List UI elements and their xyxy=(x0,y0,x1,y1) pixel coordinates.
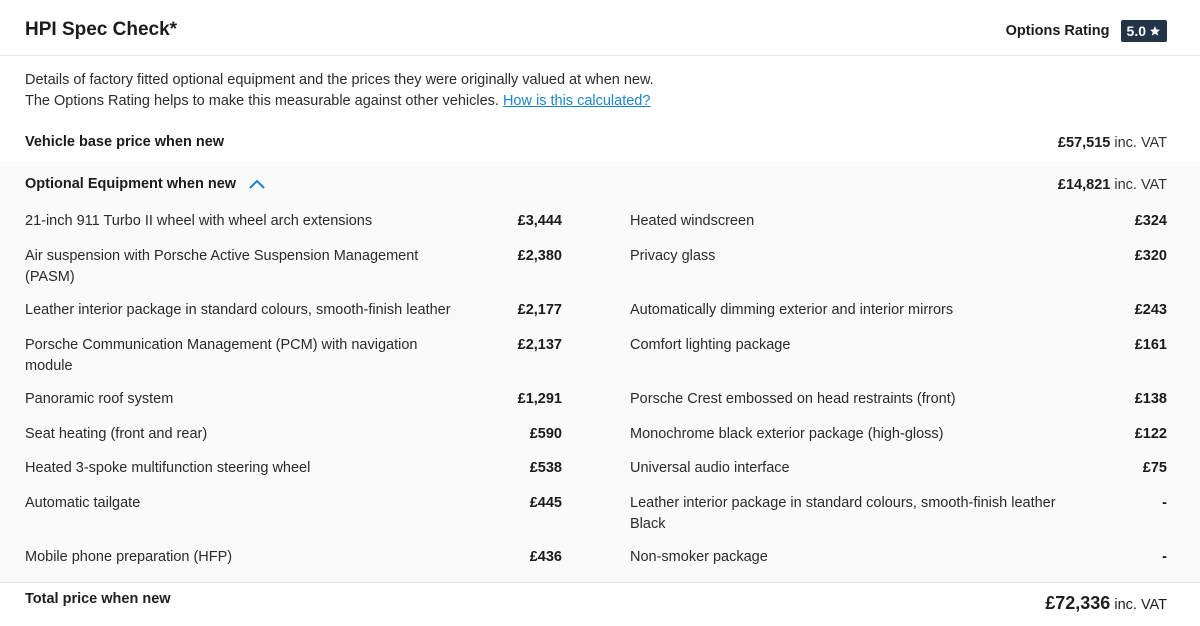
description-line-1: Details of factory fitted optional equipment and the prices they were originally valued at when new. xyxy=(25,72,654,88)
optional-equipment-vat: inc. VAT xyxy=(1114,177,1167,193)
equipment-item-price: £2,177 xyxy=(517,302,562,318)
total-divider xyxy=(0,582,1200,583)
options-rating xyxy=(1006,20,1167,42)
equipment-item-name: 21-inch 911 Turbo II wheel with wheel arch extensions xyxy=(25,213,373,229)
equipment-item-price: £320 xyxy=(1134,248,1167,264)
equipment-item-name: Air suspension with Porsche Active Suspension Management (PASM) xyxy=(25,248,419,285)
optional-equipment-price-value: £14,821 xyxy=(1057,177,1111,193)
equipment-item-price: £243 xyxy=(1134,302,1167,318)
equipment-item-name: Leather interior package in standard colours, smooth-finish leather Black xyxy=(630,495,1056,532)
equipment-item-price: £538 xyxy=(529,460,562,476)
rating-badge xyxy=(1121,20,1167,42)
star-icon xyxy=(1149,25,1161,37)
rating-value: 5.0 xyxy=(1126,23,1146,39)
how-calculated-link[interactable]: How is this calculated? xyxy=(502,92,651,109)
equipment-item-price: - xyxy=(1162,549,1167,565)
equipment-item-name: Panoramic roof system xyxy=(25,391,174,407)
equipment-item-price: £161 xyxy=(1134,337,1167,353)
base-price xyxy=(1058,135,1167,151)
description-line-2-text: The Options Rating helps to make this measurable against other vehicles. xyxy=(25,92,499,109)
header-divider xyxy=(0,55,1200,56)
base-price-value: £57,515 xyxy=(1057,135,1111,151)
equipment-item-price: £436 xyxy=(529,549,562,565)
base-price-vat: inc. VAT xyxy=(1114,135,1167,151)
chevron-up-icon[interactable] xyxy=(248,178,266,190)
equipment-item-price: £2,137 xyxy=(517,337,562,353)
equipment-item-price: £324 xyxy=(1134,213,1167,229)
equipment-item-name: Comfort lighting package xyxy=(630,337,791,353)
equipment-item-name: Automatically dimming exterior and interior mirrors xyxy=(630,302,954,318)
description xyxy=(25,70,654,111)
optional-equipment-price xyxy=(1058,177,1167,193)
optional-equipment-toggle[interactable] xyxy=(25,176,266,192)
equipment-item-price: £122 xyxy=(1134,426,1167,442)
optional-equipment-label: Optional Equipment when new xyxy=(25,176,237,192)
equipment-item-price: £2,380 xyxy=(517,248,562,264)
equipment-item-name: Non-smoker package xyxy=(630,549,768,565)
total-price xyxy=(1045,593,1167,614)
equipment-item-name: Mobile phone preparation (HFP) xyxy=(25,549,233,565)
equipment-item-name: Heated 3-spoke multifunction steering wheel xyxy=(25,460,311,476)
equipment-item-price: - xyxy=(1162,495,1167,511)
equipment-item-name: Porsche Communication Management (PCM) with navigation module xyxy=(25,337,418,374)
total-price-vat: inc. VAT xyxy=(1114,597,1167,613)
equipment-item-price: £445 xyxy=(529,495,562,511)
equipment-item-name: Seat heating (front and rear) xyxy=(25,426,208,442)
equipment-item-name: Porsche Crest embossed on head restraints (front) xyxy=(630,391,956,407)
description-line-2 xyxy=(25,91,654,112)
total-price-label: Total price when new xyxy=(25,591,171,607)
total-price-value: £72,336 xyxy=(1045,593,1111,613)
equipment-item-price: £590 xyxy=(529,426,562,442)
equipment-item-price: £1,291 xyxy=(517,391,562,407)
equipment-item-name: Monochrome black exterior package (high-gloss) xyxy=(630,426,944,442)
equipment-item-name: Leather interior package in standard colours, smooth-finish leather xyxy=(25,302,451,318)
base-price-label: Vehicle base price when new xyxy=(25,134,225,150)
equipment-item-price: £138 xyxy=(1134,391,1167,407)
equipment-item-name: Automatic tailgate xyxy=(25,495,141,511)
equipment-item-name: Privacy glass xyxy=(630,248,716,264)
options-rating-label: Options Rating xyxy=(1005,23,1110,39)
equipment-item-name: Heated windscreen xyxy=(630,213,755,229)
page-title: HPI Spec Check* xyxy=(25,19,178,40)
equipment-item-name: Universal audio interface xyxy=(630,460,790,476)
equipment-item-price: £3,444 xyxy=(517,213,562,229)
equipment-item-price: £75 xyxy=(1142,460,1167,476)
